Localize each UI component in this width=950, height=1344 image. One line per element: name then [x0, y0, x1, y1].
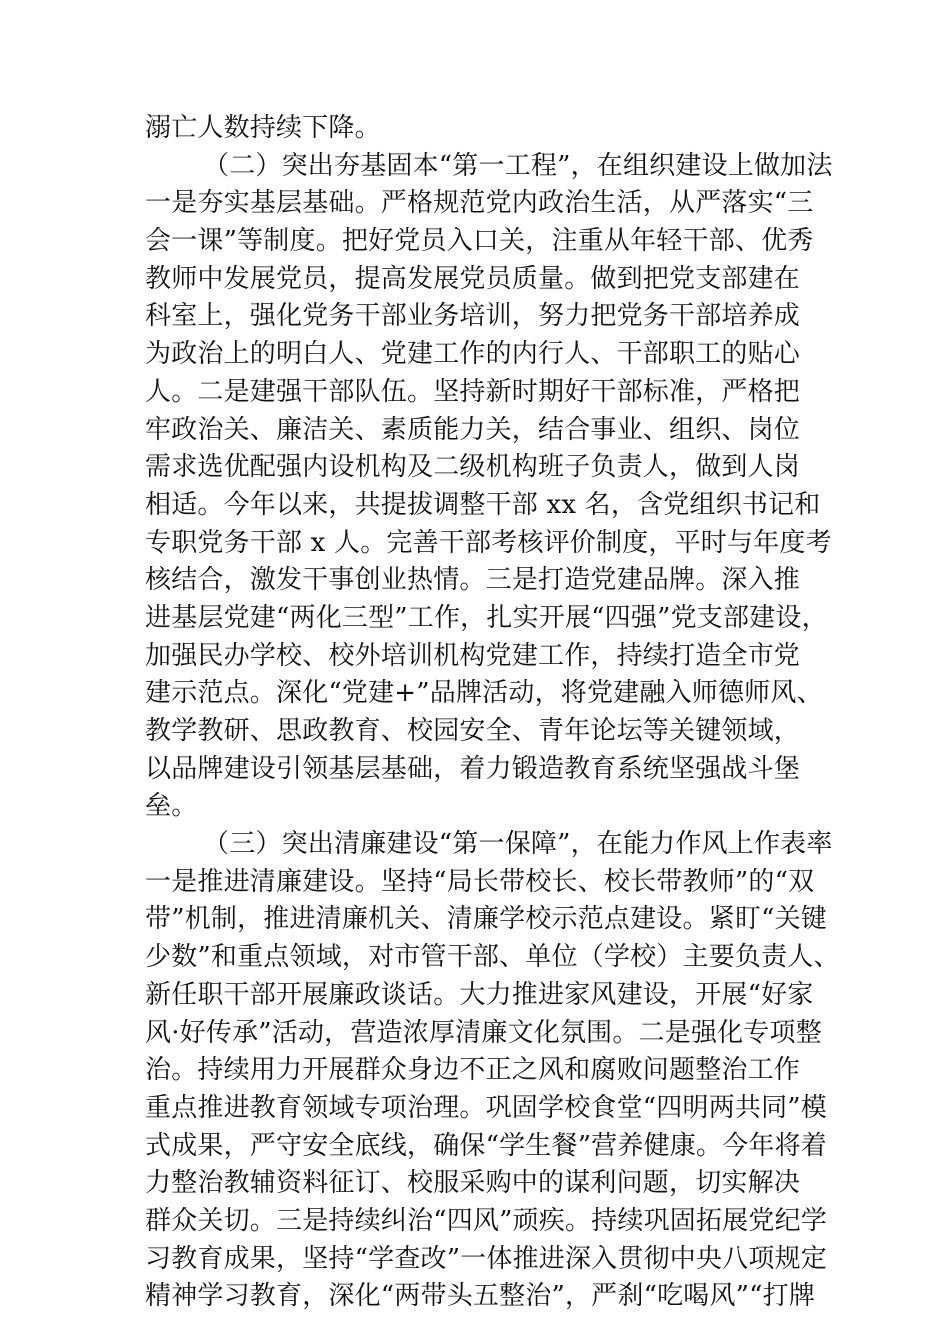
text-line-23: 少数”和重点领域，对市管干部、单位（学校）主要负责人、	[145, 942, 840, 973]
text-line-10: 需求选优配强内设机构及二级机构班子负责人，做到人岗	[145, 452, 801, 483]
text-line-4: 会一课”等制度。把好党员入口关，注重从年轻干部、优秀	[145, 226, 814, 257]
text-line-28: 式成果，严守安全底线，确保“学生餐”营养健康。今年将着	[145, 1130, 827, 1161]
text-line-5: 教师中发展党员，提高发展党员质量。做到把党支部建在	[145, 263, 801, 294]
text-line-30: 群众关切。三是持续纠治“四风”顽疾。持续巩固拓展党纪学	[145, 1205, 827, 1236]
text-line-7: 为政治上的明白人、党建工作的内行人、干部职工的贴心	[145, 339, 801, 370]
section-heading-3: （三）突出清廉建设“第一保障”，在能力作风上作表率	[203, 829, 833, 860]
text-line-9: 牢政治关、廉洁关、素质能力关，结合事业、组织、岗位	[145, 414, 801, 445]
text-line-27: 重点推进教育领域专项治理。巩固学校食堂“四明两共同”模	[145, 1092, 827, 1123]
text-line-14: 进基层党建“两化三型”工作，扎实开展“四强”党支部建设，	[145, 602, 828, 633]
text-line-8: 人。二是建强干部队伍。坚持新时期好干部标准，严格把	[145, 376, 801, 407]
text-line-15: 加强民办学校、校外培训机构党建工作，持续打造全市党	[145, 640, 801, 671]
text-line-13: 核结合，激发干事创业热情。三是打造党建品牌。深入推	[145, 565, 801, 596]
text-line-21: 一是推进清廉建设。坚持“局长带校长、校长带教师”的“双	[145, 866, 815, 897]
text-line-25: 风·好传承”活动，营造浓厚清廉文化氛围。二是强化专项整	[145, 1017, 822, 1048]
text-line-22: 带”机制，推进清廉机关、清廉学校示范点建设。紧盯“关键	[145, 904, 827, 935]
text-line-16: 建示范点。深化“党建+”品牌活动，将党建融入师德师风、	[145, 678, 823, 709]
text-line-31: 习教育成果，坚持“学查改”一体推进深入贯彻中央八项规定	[145, 1243, 827, 1274]
text-line-17: 教学教研、思政教育、校园安全、青年论坛等关键领域，	[145, 716, 801, 746]
text-line-1: 溺亡人数持续下降。	[145, 113, 381, 143]
section-heading-2: （二）突出夯基固本“第一工程”，在组织建设上做加法	[203, 150, 833, 181]
text-line-24: 新任职干部开展廉政谈话。大力推进家风建设，开展“好家	[145, 979, 814, 1010]
text-line-18: 以品牌建设引领基层基础，着力锻造教育系统坚强战斗堡	[145, 753, 801, 784]
body-text	[145, 110, 840, 1316]
text-line-6: 科室上，强化党务干部业务培训，努力把党务干部培养成	[145, 301, 801, 332]
text-line-29: 力整治教辅资料征订、校服采购中的谋利问题，切实解决	[145, 1168, 801, 1199]
text-line-32: 精神学习教育，深化“两带头五整治”，严刹“吃喝风”“打牌	[145, 1281, 816, 1312]
text-line-3: 一是夯实基层基础。严格规范党内政治生活，从严落实“三	[145, 188, 814, 219]
text-line-11: 相适。今年以来，共提拔调整干部 xx 名，含党组织书记和	[145, 489, 821, 520]
text-line-26: 治。持续用力开展群众身边不正之风和腐败问题整治工作	[145, 1055, 801, 1086]
text-line-19: 垒。	[145, 791, 198, 822]
text-line-12: 专职党务干部 x 人。完善干部考核评价制度，平时与年度考	[145, 527, 832, 558]
